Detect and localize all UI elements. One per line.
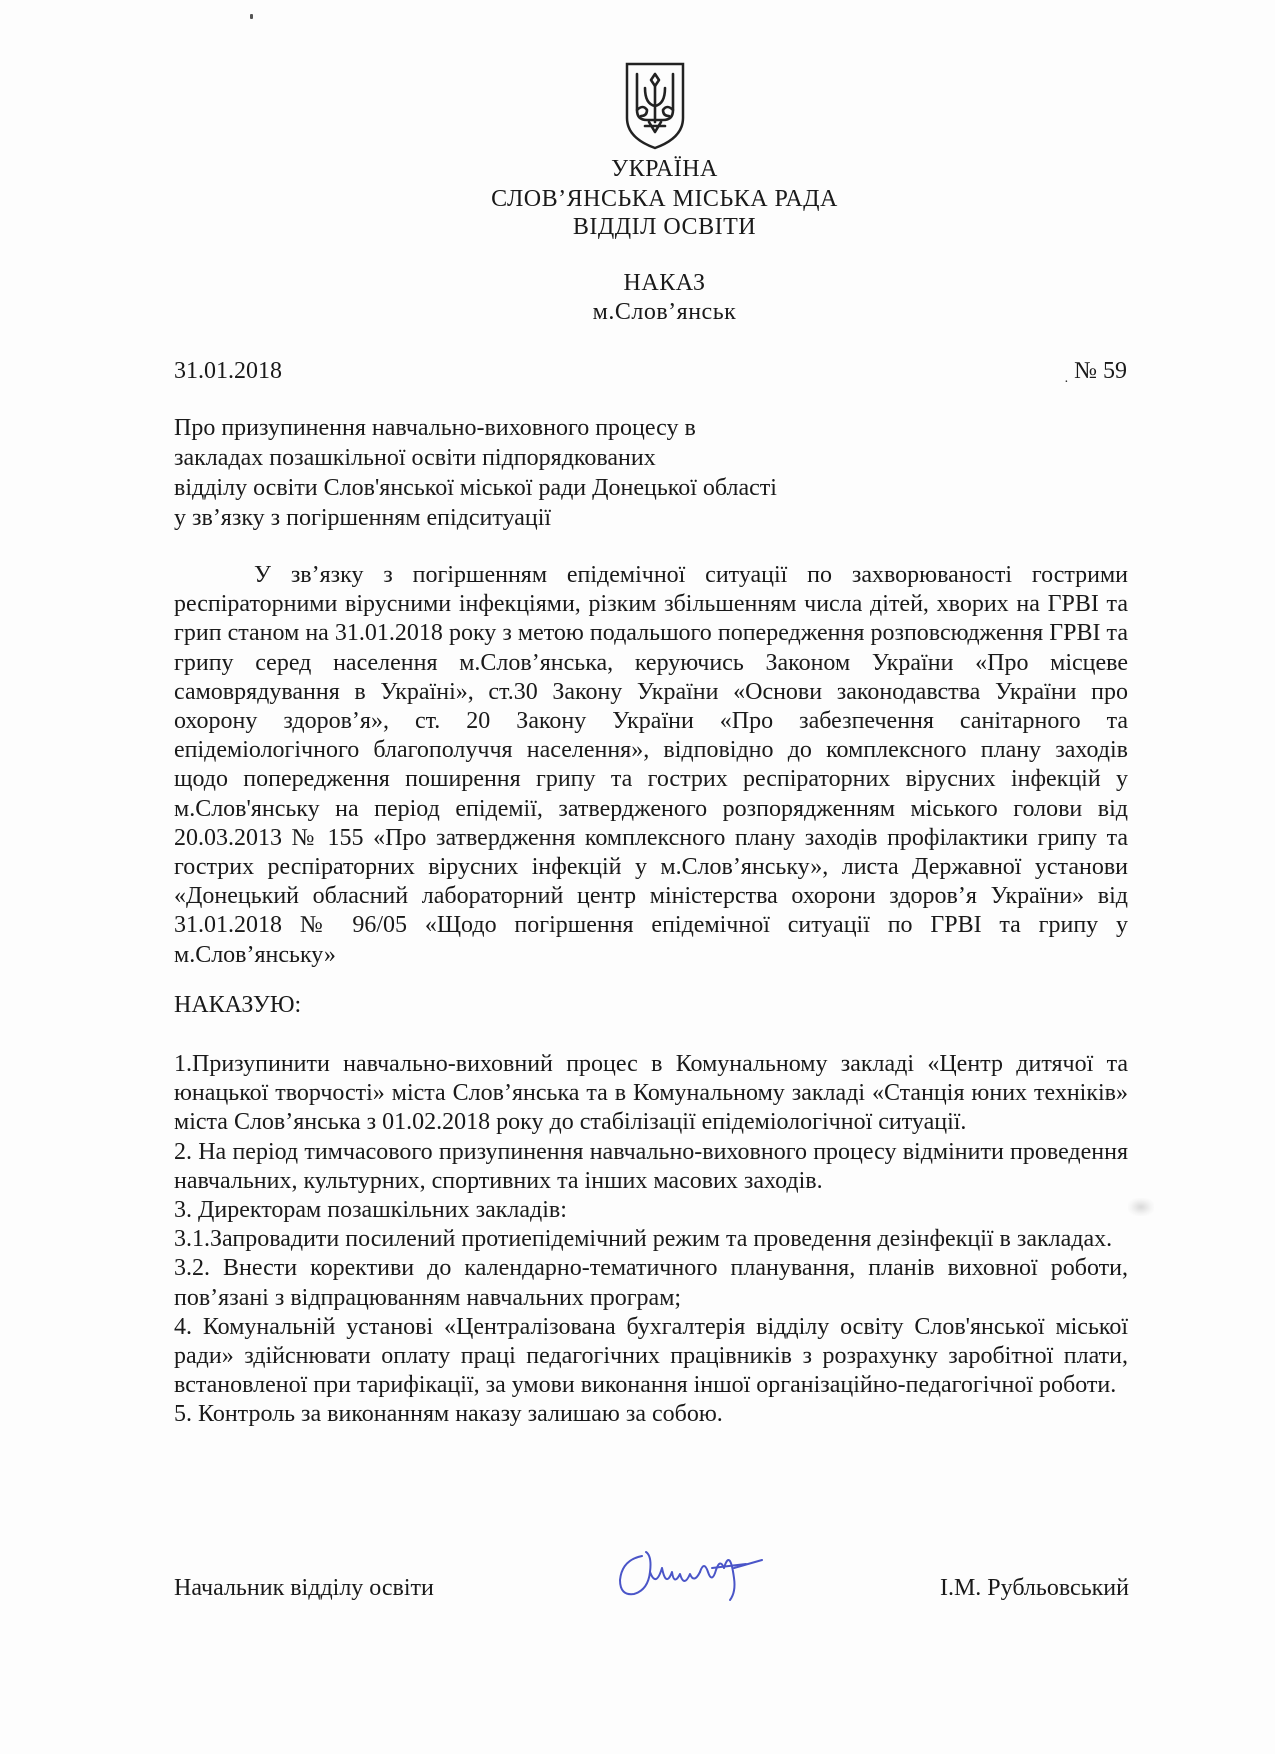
- order-item: 3.2. Внести корективи до календарно-тематичного планування, планів виховної роботи, пов’язані з відпрацюванням навчальних програм;: [174, 1255, 1128, 1311]
- order-subject: [174, 413, 874, 533]
- order-item: 5. Контроль за виконанням наказу залишаю за собою.: [174, 1401, 723, 1428]
- signatory-position: Начальник відділу освіти: [174, 1575, 434, 1601]
- order-item: 1.Призупинити навчально-виховний процес в Комунальному закладі «Центр дитячої та юнацької творчості» міста Слов’янська та в Комунальному закладі «Станція юних техніків» міста Слов’янська з 01.02.2018 року до стабілізації епідеміологічної ситуації.: [174, 1051, 1128, 1136]
- document-number-wrap: . № 59: [1064, 358, 1127, 386]
- order-item: 2. На період тимчасового призупинення навчально-виховного процесу відмінити проведення навчальних, культурних, спортивних та інших масових заходів.: [174, 1138, 1128, 1194]
- subject-line: Про призупинення навчально-виховного процесу в: [174, 415, 696, 441]
- preamble-paragraph: У зв’язку з погіршенням епідемічної ситуації по захворюваності гострими респіраторними вірусними інфекціями, різким збільшенням числа дітей, хворих на ГРВІ та грип станом на 31.01.2018 року з метою подальшого попередження розповсюдження ГРВІ та грипу серед населення м.Слов’янська, керуючись Законом України «Про місцеве самоврядування в Україні», ст.30 Закону України «Основи законодавства України про охорону здоров’я», ст. 20 Закону України «Про забезпечення санітарного та епідеміологічного благополуччя населення», відповідно до комплексного плану заходів щодо попередження поширення грипу та гострих респіраторних вірусних інфекцій у м.Слов'янську на період епідемії, затвердженого розпорядженням міського голови від 20.03.2013 № 155 «Про затвердження комплексного плану заходів профілактики грипу та гострих респіраторних вірусних інфекцій у м.Слов’янську», листа Державної установи «Донецький обласний лабораторний центр міністерства охорони здоров’я України» від 31.01.2018 № 96/05 «Щодо погіршення епідемічної ситуації по ГРВІ та грипу у м.Слов’янську»: [174, 562, 1128, 968]
- council-name: СЛОВ’ЯНСЬКА МІСЬКА РАДА: [491, 186, 838, 212]
- scan-smudge: [1128, 1198, 1154, 1216]
- subject-line: у зв’язку з погіршенням епідситуації: [174, 505, 552, 531]
- order-item: 3.1.Запровадити посилений протиепідемічний режим та проведення дезінфекції в закладах.: [174, 1226, 1113, 1253]
- order-heading: НАКАЗУЮ:: [174, 992, 302, 1018]
- subject-line: відділу освіти Слов'янської міської ради Донецької області: [174, 475, 777, 501]
- trident-coat-of-arms-icon: [623, 60, 687, 150]
- scan-speck: [250, 14, 253, 19]
- document-date: 31.01.2018: [174, 358, 282, 384]
- order-items: [174, 1050, 1128, 1430]
- department-name: ВІДДІЛ ОСВІТИ: [572, 214, 757, 240]
- order-item: 3. Директорам позашкільних закладів:: [174, 1197, 567, 1224]
- city-name: м.Слов’янськ: [592, 299, 737, 325]
- subject-line: закладах позашкільної освіти підпорядкованих: [174, 445, 656, 471]
- document-number: № 59: [1074, 358, 1127, 384]
- country-name: УКРАЇНА: [611, 156, 718, 182]
- order-item: 4. Комунальній установі «Централізована бухгалтерія відділу освіту Слов'янської міської ради» здійснювати оплату праці педагогічних працівників з розрахунку заробітної плати, встановленої при тарифікації, за умови виконання іншої організаційно-педагогічної роботи.: [174, 1313, 1128, 1399]
- handwritten-signature: [612, 1538, 772, 1608]
- document-type: НАКАЗ: [623, 270, 706, 296]
- signatory-name: І.М. Рубльовський: [939, 1575, 1129, 1601]
